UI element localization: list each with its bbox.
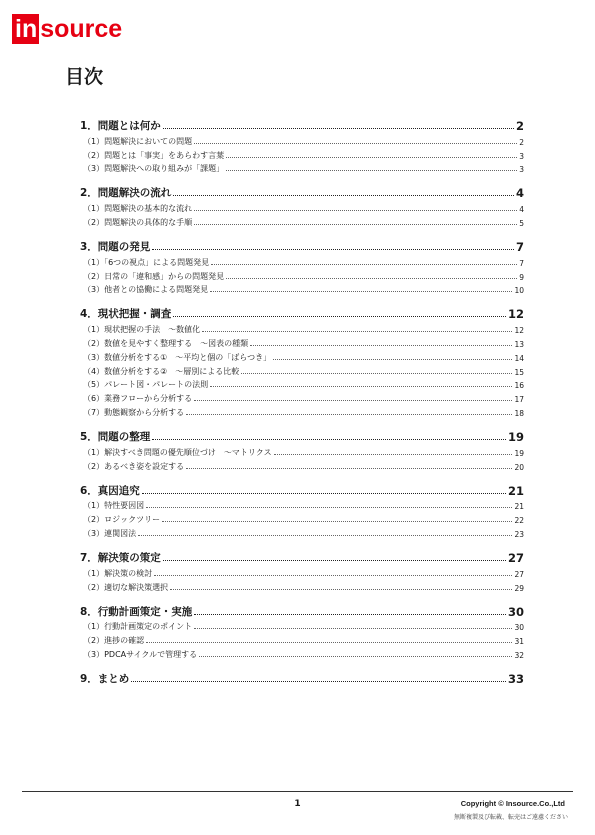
section-gap	[80, 593, 524, 600]
toc-item-label: （2）問題とは「事実」をあらわす言葉	[83, 150, 225, 160]
toc-chapter[interactable]	[80, 305, 524, 321]
toc-item[interactable]	[80, 133, 524, 147]
toc-item-page: 4	[519, 205, 524, 215]
toc-chapter-page: 4	[515, 186, 524, 201]
toc-item-page: 18	[514, 408, 524, 418]
toc-chapter-page: 21	[507, 483, 524, 498]
toc-chapter-label: 4．現状把握・調査	[80, 308, 172, 321]
toc-item-page: 15	[514, 367, 524, 377]
toc-chapter-label: 9．まとめ	[80, 672, 130, 685]
section-gap	[80, 418, 524, 425]
toc-item-page: 16	[514, 381, 524, 391]
dot-leader	[210, 386, 512, 387]
toc-item-page: 21	[514, 502, 524, 512]
dot-leader	[163, 560, 506, 561]
dot-leader	[154, 575, 512, 576]
toc-item[interactable]	[80, 268, 524, 282]
toc-item-page: 9	[519, 272, 524, 282]
toc-chapter-label: 1．問題とは何か	[80, 120, 161, 132]
dot-leader	[186, 468, 512, 469]
toc-item-label: （6）業務フローから分析する	[83, 394, 193, 404]
toc-item[interactable]	[80, 579, 524, 593]
toc-chapter-label: 2．問題解決の流れ	[80, 187, 172, 200]
copyright-text: Copyright © Insource.Co.,Ltd	[460, 799, 565, 808]
toc-item[interactable]	[80, 147, 524, 161]
dot-leader	[241, 373, 512, 374]
dot-leader	[173, 316, 506, 317]
toc-item-page: 12	[514, 326, 524, 336]
toc-item-page: 2	[519, 137, 524, 147]
toc-item-label: （3）問題解決への取り組みが「課題」	[83, 164, 225, 174]
dot-leader	[211, 264, 517, 265]
section-gap	[80, 660, 524, 667]
dot-leader	[146, 642, 512, 643]
toc-item-label: （1）現状把握の手法 ～数値化	[83, 325, 201, 335]
toc-chapter-label: 3．問題の発見	[80, 240, 151, 253]
toc-item-page: 7	[519, 258, 524, 268]
toc-chapter-label: 6．真因追究	[80, 484, 140, 497]
dot-leader	[131, 681, 506, 682]
dot-leader	[186, 414, 512, 415]
toc-chapter[interactable]	[80, 117, 524, 133]
dot-leader	[226, 170, 517, 171]
dot-leader	[274, 454, 513, 455]
dot-leader	[273, 359, 512, 360]
toc-item-page: 32	[514, 650, 524, 660]
toc-item[interactable]	[80, 619, 524, 633]
toc-item-label: （1）解決策の検討	[83, 568, 153, 578]
toc-chapter-label: 8．行動計画策定・実施	[80, 605, 193, 618]
toc-item[interactable]	[80, 254, 524, 268]
section-gap	[80, 228, 524, 235]
toc-item[interactable]	[80, 458, 524, 472]
toc-item-page: 3	[519, 165, 524, 175]
toc-item[interactable]	[80, 200, 524, 214]
dot-leader	[170, 589, 512, 590]
dot-leader	[173, 195, 514, 196]
toc-item-label: （3）他者との協働による問題発見	[83, 285, 209, 295]
toc-item-label: （1）問題解決の基本的な流れ	[83, 204, 193, 214]
dot-leader	[202, 331, 512, 332]
toc-item[interactable]	[80, 335, 524, 349]
company-logo	[12, 14, 122, 44]
dot-leader	[210, 291, 512, 292]
toc-item-label: （2）日常の「違和感」からの問題発見	[83, 271, 225, 281]
toc-chapter[interactable]	[80, 428, 524, 444]
table-of-contents	[80, 114, 524, 686]
toc-item[interactable]	[80, 377, 524, 391]
toc-chapter[interactable]	[80, 238, 524, 254]
dot-leader	[138, 535, 512, 536]
toc-item[interactable]	[80, 390, 524, 404]
toc-item-page: 29	[514, 583, 524, 593]
dot-leader	[152, 439, 506, 440]
toc-item[interactable]	[80, 321, 524, 335]
toc-item-page: 20	[514, 462, 524, 472]
dot-leader	[194, 210, 517, 211]
toc-chapter[interactable]	[80, 482, 524, 498]
toc-item-page: 31	[514, 637, 524, 647]
dot-leader	[199, 656, 512, 657]
reproduction-notice: 無断複製及び転載、転売はご遠慮ください	[453, 814, 568, 821]
dot-leader	[194, 614, 506, 615]
toc-item[interactable]	[80, 525, 524, 539]
page-number: 1	[294, 799, 301, 809]
dot-leader	[194, 400, 512, 401]
toc-item-page: 19	[514, 448, 524, 458]
toc-item-label: （1）特性要因図	[83, 501, 145, 511]
toc-item-label: （2）適切な解決策選択	[83, 582, 169, 592]
toc-chapter[interactable]	[80, 184, 524, 200]
toc-item-page: 30	[514, 623, 524, 633]
toc-item-label: （3）連関図法	[83, 528, 137, 538]
dot-leader	[142, 493, 506, 494]
toc-item-label: （3）数値分析をする① ～平均と個の「ばらつき」	[83, 352, 272, 362]
toc-item[interactable]	[80, 646, 524, 660]
toc-item[interactable]	[80, 363, 524, 377]
toc-chapter-page: 33	[507, 671, 524, 686]
logo-highlight: in	[12, 14, 39, 44]
toc-item-page: 17	[514, 395, 524, 405]
toc-chapter[interactable]	[80, 670, 524, 686]
toc-item[interactable]	[80, 161, 524, 175]
page-title: 目次	[65, 66, 104, 88]
toc-item-label: （2）あるべき姿を設定する	[83, 461, 185, 471]
toc-item-label: （1）「6つの視点」による問題発見	[83, 257, 210, 267]
dot-leader	[194, 143, 517, 144]
toc-item-label: （2）問題解決の具体的な手順	[83, 217, 193, 227]
toc-chapter[interactable]	[80, 603, 524, 619]
toc-item-label: （7）動態観察から分析する	[83, 407, 185, 417]
toc-chapter-label: 5．問題の整理	[80, 430, 151, 443]
toc-item-page: 14	[514, 353, 524, 363]
toc-item[interactable]	[80, 214, 524, 228]
toc-item-label: （2）数値を見やすく整理する ～図表の種類	[83, 338, 249, 348]
toc-item[interactable]	[80, 349, 524, 363]
toc-item-page: 5	[519, 218, 524, 228]
toc-item-label: （2）ロジックツリー	[83, 515, 161, 525]
toc-item-page: 3	[519, 151, 524, 161]
toc-chapter-label: 7．解決策の策定	[80, 551, 161, 564]
toc-item[interactable]	[80, 498, 524, 512]
toc-item-label: （2）進捗の確認	[83, 636, 145, 646]
toc-chapter-page: 19	[507, 429, 524, 444]
toc-item-label: （1）問題解決においての問題	[83, 136, 193, 146]
toc-chapter-page: 12	[507, 307, 524, 322]
toc-item-label: （1）解決すべき問題の優先順位づけ ～マトリクス	[83, 447, 272, 457]
dot-leader	[163, 128, 514, 129]
toc-item-page: 23	[514, 529, 524, 539]
toc-item[interactable]	[80, 565, 524, 579]
toc-item-page: 13	[514, 339, 524, 349]
toc-item-label: （1）行動計画策定のポイント	[83, 622, 193, 632]
dot-leader	[152, 249, 514, 250]
dot-leader	[194, 224, 517, 225]
dot-leader	[194, 628, 512, 629]
logo-text: source	[40, 15, 123, 43]
toc-chapter-page: 7	[515, 239, 524, 254]
toc-item[interactable]	[80, 444, 524, 458]
section-gap	[80, 174, 524, 181]
toc-item[interactable]	[80, 511, 524, 525]
toc-item-page: 22	[514, 516, 524, 526]
dot-leader	[226, 278, 517, 279]
section-gap	[80, 472, 524, 479]
section-gap	[80, 295, 524, 302]
toc-item-label: （4）数値分析をする② ～層別による比較	[83, 366, 240, 376]
dot-leader	[250, 345, 512, 346]
toc-chapter-page: 30	[507, 604, 524, 619]
dot-leader	[226, 157, 517, 158]
dot-leader	[146, 507, 512, 508]
section-gap	[80, 539, 524, 546]
toc-item[interactable]	[80, 404, 524, 418]
toc-item[interactable]	[80, 632, 524, 646]
toc-chapter[interactable]	[80, 549, 524, 565]
toc-chapter-page: 2	[515, 119, 524, 133]
dot-leader	[162, 521, 512, 522]
footer-divider	[22, 791, 573, 792]
toc-chapter-page: 27	[507, 550, 524, 565]
toc-item-page: 10	[514, 286, 524, 296]
toc-item-label: （3）PDCAサイクルで管理する	[83, 649, 198, 659]
toc-item[interactable]	[80, 282, 524, 296]
toc-item-page: 27	[514, 569, 524, 579]
toc-item-label: （5）パレート図・パレートの法則	[83, 380, 209, 390]
